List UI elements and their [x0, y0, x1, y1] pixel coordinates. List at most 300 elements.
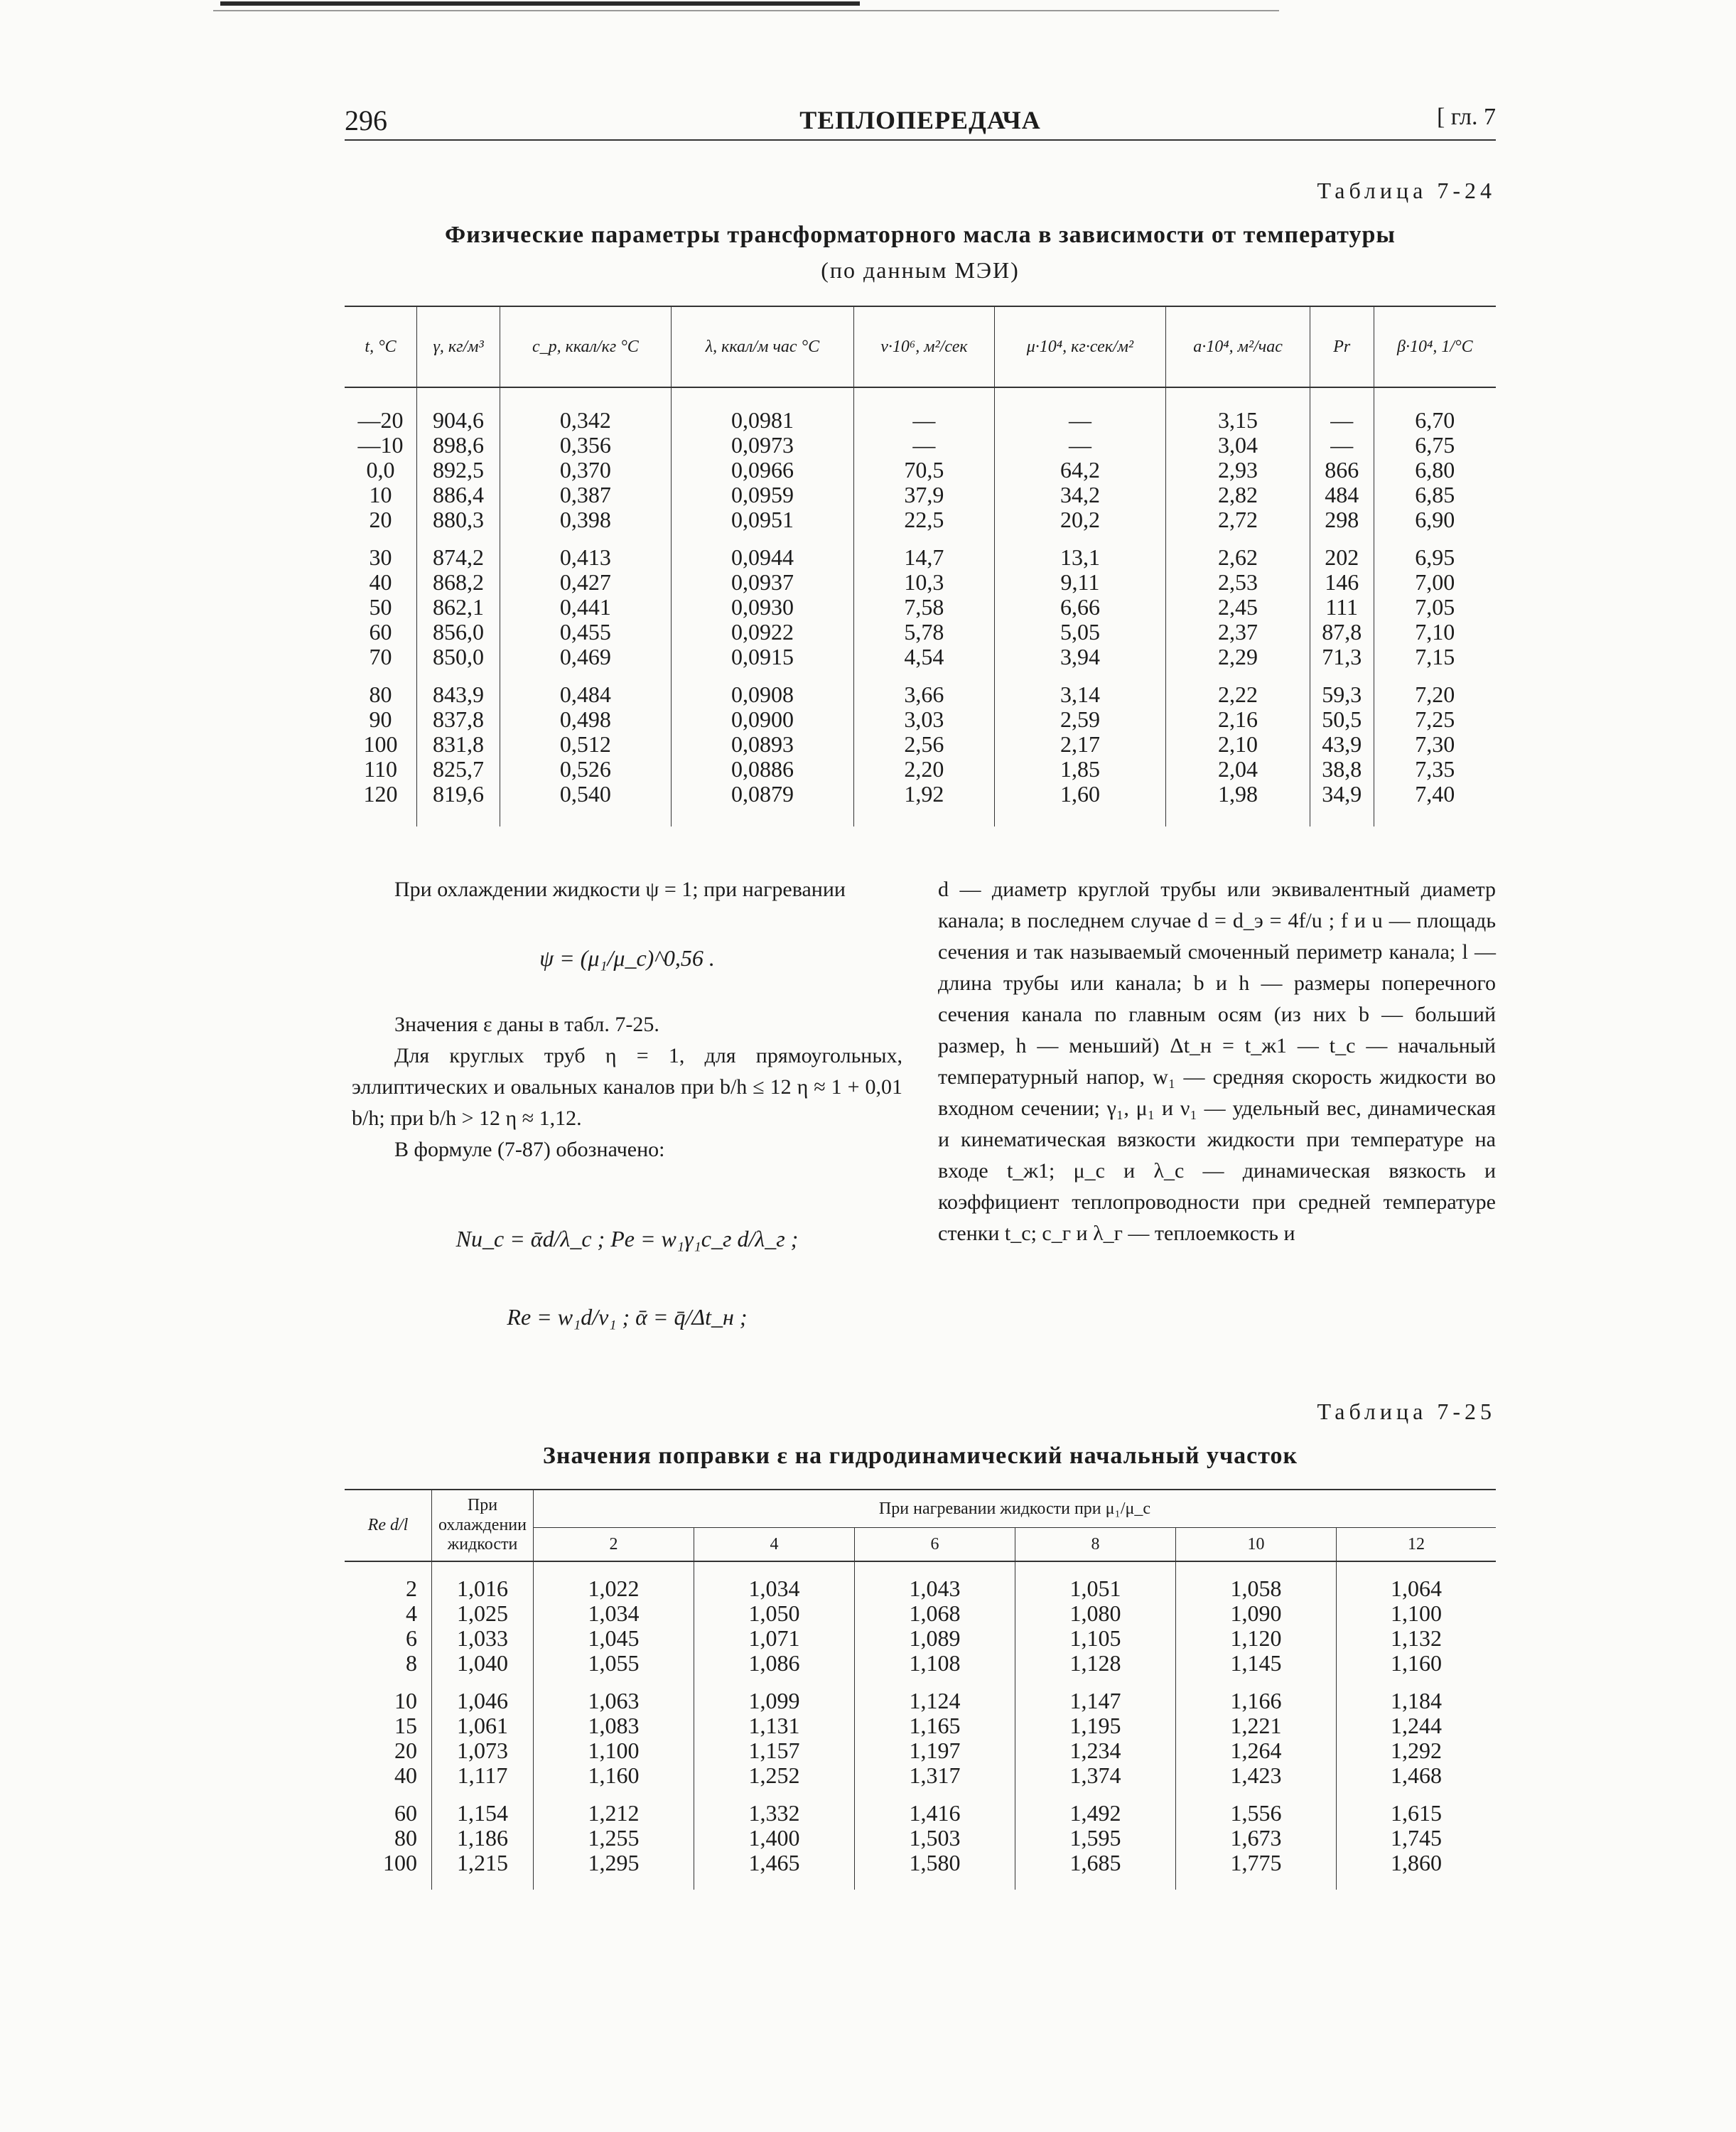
table-cell: 30 [345, 545, 417, 570]
table-row [345, 387, 1496, 433]
table-row [345, 620, 1496, 645]
table-cell: 5,05 [994, 620, 1166, 645]
spacer-cell [417, 532, 500, 545]
table-cell: 100 [345, 1851, 432, 1890]
table-cell: 0,427 [500, 570, 672, 595]
left-para-4: В формуле (7-87) обозначено: [394, 1138, 665, 1161]
table-cell: 100 [345, 732, 417, 757]
table-cell: 866 [1310, 458, 1374, 483]
table-cell: 1,221 [1176, 1713, 1337, 1738]
table-cell: 1,60 [994, 782, 1166, 827]
group-spacer [345, 532, 1496, 545]
table-cell: 2,45 [1166, 595, 1310, 620]
table-cell: 1,058 [1176, 1561, 1337, 1601]
table-cell: 1,034 [694, 1561, 855, 1601]
table-cell: 60 [345, 1801, 432, 1826]
table-cell: 1,503 [855, 1826, 1015, 1851]
table-row [345, 1689, 1496, 1713]
table-row [345, 1626, 1496, 1651]
table-cell: 70,5 [854, 458, 995, 483]
table-cell: 6,85 [1415, 482, 1455, 507]
group-spacer [345, 1788, 1496, 1801]
table-cell: 298 [1310, 507, 1374, 532]
table-cell: 1,120 [1176, 1626, 1337, 1651]
table-cell: 1,086 [694, 1651, 855, 1676]
table-cell: 843,9 [417, 682, 500, 707]
table-cell: 0,387 [500, 483, 672, 507]
table-cell: 3,94 [994, 645, 1166, 669]
table-cell: 0,0930 [671, 595, 853, 620]
table-cell: 4 [345, 1601, 432, 1626]
table-24-subcaption: (по данным МЭИ) [821, 257, 1020, 283]
table-cell: 20,2 [994, 507, 1166, 532]
table-cell: 1,165 [855, 1713, 1015, 1738]
table-row [345, 545, 1496, 570]
table-cell: 2,53 [1166, 570, 1310, 595]
table-cell: 1,051 [1015, 1561, 1176, 1601]
table-cell: 862,1 [417, 595, 500, 620]
heat-ratio-col-header: 8 [1015, 1528, 1176, 1562]
heat-ratio-col-header: 10 [1176, 1528, 1337, 1562]
table-cell: 1,105 [1015, 1626, 1176, 1651]
table-cell: 1,043 [855, 1561, 1015, 1601]
table-cell: 1,556 [1176, 1801, 1337, 1826]
table-cell: 1,124 [855, 1689, 1015, 1713]
table-cell: 6,66 [994, 595, 1166, 620]
table-25 [345, 1489, 1496, 1890]
table-cell: 2,72 [1166, 507, 1310, 532]
scan-top-edge-thin [213, 10, 1279, 11]
spacer-cell [994, 532, 1166, 545]
table-row [345, 507, 1496, 532]
spacer-cell [500, 669, 672, 682]
table-cell: 1,064 [1391, 1576, 1442, 1601]
table-cell: 0,0900 [671, 707, 853, 732]
table-cell: 6,90 [1415, 507, 1455, 532]
table-row [345, 1763, 1496, 1788]
table-cell: 0,0915 [671, 645, 853, 669]
table-cell: 1,045 [534, 1626, 694, 1651]
table-cell: 1,292 [1391, 1738, 1442, 1763]
table-cell: 1,745 [1391, 1825, 1442, 1851]
table-row [345, 1801, 1496, 1826]
table-cell: 1,166 [1176, 1689, 1337, 1713]
table-cell: 6,70 [1415, 407, 1455, 433]
table-cell: 1,255 [534, 1826, 694, 1851]
table-cell: 1,860 [1391, 1850, 1442, 1875]
table-cell: 1,615 [1391, 1800, 1442, 1826]
left-para-2: Значения ε даны в табл. 7-25. [394, 1013, 659, 1036]
table-cell: 1,92 [854, 782, 995, 827]
table-cell: 0,540 [500, 782, 672, 827]
table-cell: 0,0908 [671, 682, 853, 707]
table-cell: 1,492 [1015, 1801, 1176, 1826]
table-row [345, 1713, 1496, 1738]
table-cell: 7,10 [1415, 619, 1455, 645]
table-cell: 110 [345, 757, 417, 782]
spacer-cell [417, 669, 500, 682]
table-cell: 850,0 [417, 645, 500, 669]
table-row [345, 570, 1496, 595]
table-cell: 1,080 [1015, 1601, 1176, 1626]
table-cell: 0,455 [500, 620, 672, 645]
table-cell: 0,0886 [671, 757, 853, 782]
table-25-caption: Значения поправки ε на гидродинамический начальный участок [542, 1443, 1298, 1469]
spacer-cell [671, 532, 853, 545]
table-cell: 6,80 [1415, 457, 1455, 483]
table-cell: 1,195 [1015, 1713, 1176, 1738]
table-row [345, 707, 1496, 732]
table-cell: 1,775 [1176, 1851, 1337, 1890]
table-24-col-header: a·10⁴, м²/час [1166, 306, 1310, 387]
spacer-cell [1166, 669, 1310, 682]
spacer-cell [854, 669, 995, 682]
spacer-cell [994, 669, 1166, 682]
table-cell: 10 [345, 1689, 432, 1713]
table-cell: 892,5 [417, 458, 500, 483]
table-cell: 1,264 [1176, 1738, 1337, 1763]
table-cell: 7,25 [1415, 706, 1455, 732]
table-cell: — [854, 433, 995, 458]
table-24 [345, 306, 1496, 827]
table-cell: 1,160 [1391, 1650, 1442, 1676]
table-cell: 0,441 [500, 595, 672, 620]
table-cell: 202 [1310, 545, 1374, 570]
table-cell: 1,98 [1166, 782, 1310, 827]
heat-ratio-col-header: 4 [694, 1528, 855, 1562]
spacer-cell [1176, 1788, 1337, 1801]
table-cell: 1,068 [855, 1601, 1015, 1626]
table-cell: 3,14 [994, 682, 1166, 707]
table-cell: 0,526 [500, 757, 672, 782]
table-cell: 60 [345, 620, 417, 645]
table-cell: 1,244 [1391, 1713, 1442, 1738]
spacer-cell [1166, 532, 1310, 545]
spacer-cell [1374, 532, 1496, 545]
table-cell: 819,6 [417, 782, 500, 827]
heat-ratio-col-header: 6 [855, 1528, 1015, 1562]
table-cell: — [994, 387, 1166, 433]
right-column [938, 874, 1496, 1249]
table-cell: 2,93 [1166, 458, 1310, 483]
table-cell: 1,212 [534, 1801, 694, 1826]
table-cell: 1,083 [534, 1713, 694, 1738]
spacer-cell [1015, 1676, 1176, 1689]
table-cell: 0,0922 [671, 620, 853, 645]
table-cell: 1,234 [1015, 1738, 1176, 1763]
table-cell: 71,3 [1310, 645, 1374, 669]
table-cell: 0,0893 [671, 732, 853, 757]
table-cell: 1,197 [855, 1738, 1015, 1763]
table-cell: 0,0879 [671, 782, 853, 827]
spacer-cell [345, 532, 417, 545]
table-cell: 0,398 [500, 507, 672, 532]
table-cell: 50,5 [1310, 707, 1374, 732]
spacer-cell [1337, 1788, 1497, 1801]
table-cell: 1,034 [534, 1601, 694, 1626]
table-cell: 0,0937 [671, 570, 853, 595]
table-row [345, 595, 1496, 620]
table-cell: 880,3 [417, 507, 500, 532]
table-cell: 37,9 [854, 483, 995, 507]
table-row [345, 1826, 1496, 1851]
table-cell: 0,0944 [671, 545, 853, 570]
table-cell: 15 [345, 1713, 432, 1738]
table-cell: 1,022 [534, 1561, 694, 1601]
table-cell: 1,131 [694, 1713, 855, 1738]
table-cell: 1,145 [1176, 1651, 1337, 1676]
page-number: 296 [345, 104, 387, 136]
table-cell: 1,468 [1391, 1762, 1442, 1788]
table-cell: 2,17 [994, 732, 1166, 757]
table-cell: 80 [345, 682, 417, 707]
table-row [345, 483, 1496, 507]
table-cell: — [994, 433, 1166, 458]
table-cell: 1,374 [1015, 1763, 1176, 1788]
table-24-body [345, 387, 1496, 827]
table-cell: 3,03 [854, 707, 995, 732]
table-cell: 6,75 [1415, 432, 1455, 458]
table-row [345, 1561, 1496, 1601]
spacer-cell [1374, 669, 1496, 682]
table-cell: 2,22 [1166, 682, 1310, 707]
col-heat-header: При нагревании жидкости при μ₁/μ_c [534, 1490, 1497, 1528]
table-24-col-header: β·10⁴, 1/°С [1374, 306, 1496, 387]
table-24-col-header: c_p, ккал/кг °С [500, 306, 672, 387]
table-cell: 87,8 [1310, 620, 1374, 645]
table-cell: 7,30 [1415, 731, 1455, 757]
table-cell: 1,595 [1015, 1826, 1176, 1851]
spacer-cell [1337, 1676, 1497, 1689]
table-cell: 7,00 [1415, 569, 1455, 595]
table-cell: 837,8 [417, 707, 500, 732]
table-cell: 0,512 [500, 732, 672, 757]
table-cell: 7,35 [1415, 756, 1455, 782]
table-cell: 0,370 [500, 458, 672, 483]
formula-re-alpha: Re = w₁d/ν₁ ; ᾱ = q̄/Δt_н ; [507, 1304, 748, 1330]
table-24-label: Таблица 7-24 [1317, 178, 1496, 203]
col-re-header: Re d/l [345, 1490, 432, 1561]
table-cell: 3,15 [1166, 387, 1310, 433]
table-cell: 1,128 [1015, 1651, 1176, 1676]
table-cell: 886,4 [417, 483, 500, 507]
right-para-1: d — диаметр круглой трубы или эквивалентный диаметр канала; в последнем случае d = d_э = 4f/u ; f и u — площадь сечения и так называемый смоченный периметр канала; l — длина трубы или канала; b и h — размеры поперечного сечения канала по главным осям (из них b — больший размер, h — меньший) Δt_н = t_ж1 — t_c — начальный температурный напор, w₁ — средняя скорость жидкости во входном сечении; γ₁, μ₁ и ν₁ — удельный вес, динамическая и кинематическая вязкости жидкости при температуре на входе t_ж1; μ_c и λ_c — динамическая вязкость и коэффициент теплопроводности при средней температуре стенки t_c; c_г и λ_г — теплоемкость и [938, 878, 1496, 1245]
table-cell: 1,073 [432, 1738, 534, 1763]
table-cell: 1,055 [534, 1651, 694, 1676]
table-cell: 4,54 [854, 645, 995, 669]
table-cell: 1,580 [855, 1851, 1015, 1890]
table-cell: 2,59 [994, 707, 1166, 732]
table-cell: 0,498 [500, 707, 672, 732]
table-cell: 2,20 [854, 757, 995, 782]
table-25-body [345, 1561, 1496, 1890]
table-cell: 868,2 [417, 570, 500, 595]
spacer-cell [432, 1676, 534, 1689]
table-24-col-header: Pr [1310, 306, 1374, 387]
table-cell: 111 [1310, 595, 1374, 620]
table-cell: 0,0959 [671, 483, 853, 507]
table-25-header-row-1 [345, 1490, 1496, 1528]
table-cell: — [1310, 387, 1374, 433]
formula-nu-pe: Nu_c = ᾱd/λ_c ; Pe = w₁γ₁c_г d/λ_г ; [455, 1226, 799, 1251]
table-cell: 2,37 [1166, 620, 1310, 645]
table-row [345, 458, 1496, 483]
scan-top-edge [220, 1, 860, 6]
table-cell: 70 [345, 645, 417, 669]
group-spacer [345, 669, 1496, 682]
spacer-cell [855, 1676, 1015, 1689]
table-cell: 1,117 [432, 1763, 534, 1788]
table-cell: 0,356 [500, 433, 672, 458]
table-cell: 8 [345, 1651, 432, 1676]
left-column [352, 874, 902, 905]
table-cell: 0,0981 [671, 387, 853, 433]
table-cell: 10 [345, 483, 417, 507]
spacer-cell [854, 532, 995, 545]
left-para-3: Для круглых труб η = 1, для прямоугольных, эллиптических и овальных каналов при b/h ≤ 12 η ≈ 1 + 0,01 b/h; при b/h > 12 η ≈ 1,12. [352, 1044, 902, 1130]
table-cell: 1,090 [1176, 1601, 1337, 1626]
table-cell: 9,11 [994, 570, 1166, 595]
table-25-label: Таблица 7-25 [1317, 1399, 1496, 1424]
table-cell: —20 [345, 387, 417, 433]
table-cell: 825,7 [417, 757, 500, 782]
table-cell: 1,416 [855, 1801, 1015, 1826]
table-cell: 1,050 [694, 1601, 855, 1626]
table-cell: 3,66 [854, 682, 995, 707]
table-cell: 0,484 [500, 682, 672, 707]
table-cell: 1,147 [1015, 1689, 1176, 1713]
table-cell: 1,423 [1176, 1763, 1337, 1788]
table-cell: 1,033 [432, 1626, 534, 1651]
spacer-cell [1015, 1788, 1176, 1801]
table-cell: 6,95 [1415, 544, 1455, 570]
table-cell: 1,186 [432, 1826, 534, 1851]
spacer-cell [534, 1788, 694, 1801]
spacer-cell [694, 1676, 855, 1689]
table-cell: 1,160 [534, 1763, 694, 1788]
table-cell: 2,29 [1166, 645, 1310, 669]
table-cell: 898,6 [417, 433, 500, 458]
table-cell: 0,0951 [671, 507, 853, 532]
table-cell: 2 [345, 1561, 432, 1601]
table-row [345, 1651, 1496, 1676]
table-cell: 1,100 [1391, 1600, 1442, 1626]
table-cell: 7,20 [1415, 682, 1455, 707]
table-row [345, 1738, 1496, 1763]
table-24-header-row [345, 306, 1496, 387]
table-cell: 2,62 [1166, 545, 1310, 570]
table-cell: — [854, 387, 995, 433]
table-cell: 0,469 [500, 645, 672, 669]
table-cell: 1,252 [694, 1763, 855, 1788]
table-cell: 6 [345, 1626, 432, 1651]
spacer-cell [1176, 1676, 1337, 1689]
col-cool-header: При охлаждении жидкости [432, 1490, 534, 1561]
table-row [345, 433, 1496, 458]
spacer-cell [855, 1788, 1015, 1801]
spacer-cell [534, 1676, 694, 1689]
table-cell: 1,099 [694, 1689, 855, 1713]
table-cell: 14,7 [854, 545, 995, 570]
table-cell: 1,040 [432, 1651, 534, 1676]
spacer-cell [671, 669, 853, 682]
chapter-label: [ гл. 7 [1436, 104, 1496, 130]
spacer-cell [432, 1788, 534, 1801]
table-cell: 0,0973 [671, 433, 853, 458]
left-para-1: При охлаждении жидкости ψ = 1; при нагревании [394, 878, 846, 901]
table-cell: 874,2 [417, 545, 500, 570]
table-cell: 1,295 [534, 1851, 694, 1890]
table-cell: 1,317 [855, 1763, 1015, 1788]
table-cell: 59,3 [1310, 682, 1374, 707]
table-cell: 22,5 [854, 507, 995, 532]
spacer-cell [345, 1788, 432, 1801]
table-24-col-header: λ, ккал/м час °С [671, 306, 853, 387]
table-cell: 7,15 [1415, 644, 1455, 669]
table-cell: — [1310, 433, 1374, 458]
table-cell: 7,40 [1415, 781, 1455, 807]
table-cell: 34,2 [994, 483, 1166, 507]
table-cell: 13,1 [994, 545, 1166, 570]
table-cell: —10 [345, 433, 417, 458]
table-cell: 0,413 [500, 545, 672, 570]
spacer-cell [345, 1676, 432, 1689]
table-24-col-header: γ, кг/м³ [417, 306, 500, 387]
table-cell: 80 [345, 1826, 432, 1851]
table-cell: 856,0 [417, 620, 500, 645]
table-cell: 50 [345, 595, 417, 620]
table-cell: 0,0966 [671, 458, 853, 483]
formula-psi: ψ = (μ₁/μ_c)^0,56 . [539, 945, 715, 971]
heat-ratio-col-header: 12 [1337, 1528, 1497, 1562]
page-header [345, 99, 1496, 141]
table-cell: 2,10 [1166, 732, 1310, 757]
table-cell: 64,2 [994, 458, 1166, 483]
table-row [345, 645, 1496, 669]
table-cell: 40 [345, 1763, 432, 1788]
table-cell: 1,215 [432, 1851, 534, 1890]
table-row [345, 1851, 1496, 1890]
table-cell: 10,3 [854, 570, 995, 595]
table-cell: 1,332 [694, 1801, 855, 1826]
table-cell: 1,100 [534, 1738, 694, 1763]
table-cell: 146 [1310, 570, 1374, 595]
table-cell: 20 [345, 1738, 432, 1763]
table-cell: 2,82 [1166, 483, 1310, 507]
table-row [345, 1601, 1496, 1626]
table-cell: 1,685 [1015, 1851, 1176, 1890]
spacer-cell [345, 669, 417, 682]
table-cell: 0,342 [500, 387, 672, 433]
spacer-cell [500, 532, 672, 545]
table-cell: 120 [345, 782, 417, 827]
table-row [345, 782, 1496, 827]
table-cell: 1,154 [432, 1801, 534, 1826]
table-cell: 7,58 [854, 595, 995, 620]
table-cell: 34,9 [1310, 782, 1374, 827]
table-24-caption: Физические параметры трансформаторного масла в зависимости от температуры [445, 222, 1396, 248]
group-spacer [345, 1676, 1496, 1689]
table-cell: 1,108 [855, 1651, 1015, 1676]
table-cell: 1,85 [994, 757, 1166, 782]
table-row [345, 732, 1496, 757]
table-cell: 38,8 [1310, 757, 1374, 782]
table-cell: 1,025 [432, 1601, 534, 1626]
table-cell: 90 [345, 707, 417, 732]
table-cell: 1,063 [534, 1689, 694, 1713]
table-cell: 0,0 [345, 458, 417, 483]
heat-ratio-col-header: 2 [534, 1528, 694, 1562]
